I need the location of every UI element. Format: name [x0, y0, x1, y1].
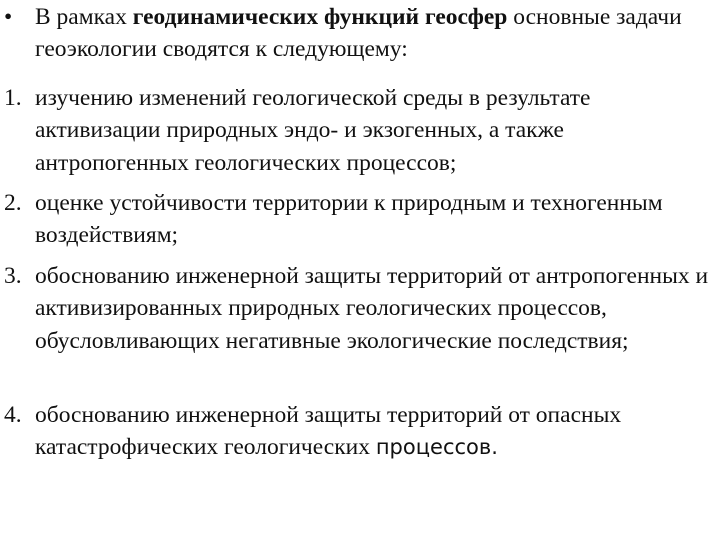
- list-item: [0, 187, 720, 252]
- intro-lead: В рамках: [35, 4, 133, 30]
- intro-paragraph: [0, 1, 720, 66]
- list-item-text: оценке устойчивости территории к природным и техногенным воздействиям;: [35, 190, 663, 249]
- intro-bold-phrase: геодинамических функций геосфер: [132, 4, 508, 30]
- list-item-text-main: обоснованию инженерной защиты территорий от опасных катастрофических геологических: [35, 402, 622, 461]
- intro-text: [35, 1, 710, 66]
- list-item: [0, 82, 720, 179]
- list-item-text-tail: процессов.: [375, 435, 498, 460]
- intro-rest: основные задачи геоэкологии сводятся к следующему:: [35, 4, 682, 63]
- list-item-number: 3.: [4, 263, 22, 289]
- list-item-number: 4.: [4, 402, 22, 428]
- list-item: [0, 399, 720, 464]
- list-item-number: 1.: [4, 85, 22, 111]
- bullet-marker: •: [4, 4, 13, 30]
- list-item: [0, 260, 720, 357]
- list-item-text: [35, 399, 710, 464]
- list-item-number: 2.: [4, 190, 22, 216]
- list-item-text: изучению изменений геологической среды в результате активизации природных эндо- и экзогенных, а также антропогенных геологических процессов;: [35, 85, 591, 176]
- list-item-text: обоснованию инженерной защиты территорий от антропогенных и активизированных природных геологических процессов, обусловливающих негативные экологические последствия;: [35, 263, 709, 354]
